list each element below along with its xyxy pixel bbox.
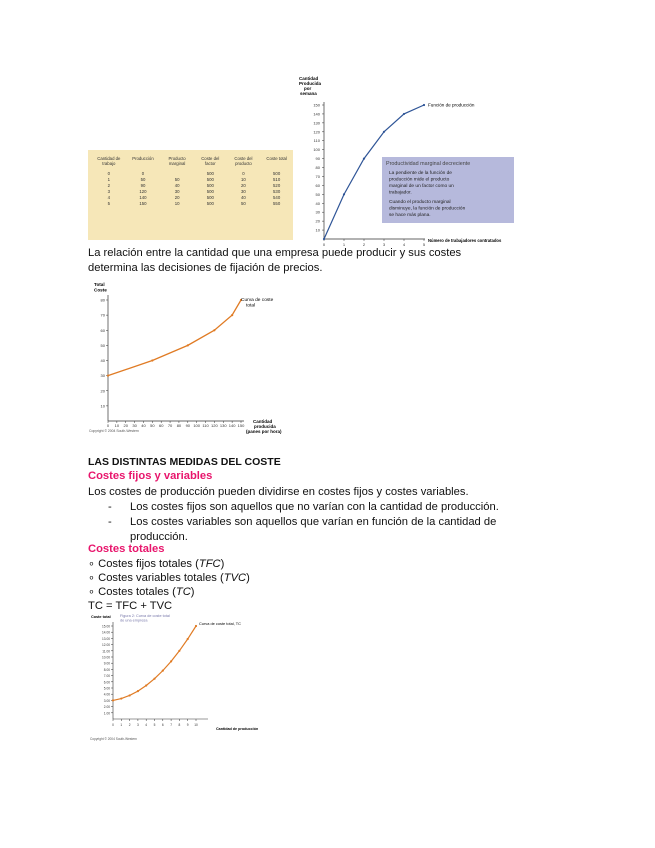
prod-data-point (383, 131, 385, 133)
tc-data-point (112, 699, 114, 701)
table-cell: 510 (273, 176, 281, 182)
tc-xtick-label: 1 (120, 723, 123, 727)
production-xlabel: Número de trabajadores contratados (428, 238, 502, 243)
prod-data-point (403, 113, 405, 115)
cost-xtick-label: 40 (141, 423, 146, 428)
table-header: Cantidad de trabajo (97, 156, 121, 166)
prod-ytick-label: 50 (315, 191, 320, 197)
tc-data-point (178, 650, 180, 652)
cost-xtick-label: 60 (158, 423, 164, 428)
table-header: Producto marginal (168, 156, 186, 166)
tc-ytick-label: 14.00 (102, 630, 110, 635)
prod-data-point (343, 193, 345, 195)
prod-data-point (363, 158, 365, 160)
table-cell: 10 (174, 200, 180, 206)
table-cell: 0 (141, 170, 145, 176)
paragraph-pricing: La relación entre la cantidad que una empresa puede producir y sus costes determina las decisiones de fijación de precios. (88, 247, 462, 274)
table-cell: 0 (107, 170, 111, 176)
circle-bullet-icon: ∘ (88, 586, 99, 598)
table-header: Coste del factor (201, 156, 220, 166)
prod-ytick-label: 130 (313, 120, 320, 126)
prod-xtick-label: 0 (322, 242, 326, 247)
tc-ytick-label: 9.00 (103, 661, 110, 666)
tc-xtick-label: 8 (178, 723, 181, 727)
paragraph-costs: Los costes de producción pueden dividirse en costes fijos y costes variables. (88, 486, 469, 498)
table-cell: 50 (174, 176, 180, 182)
tc-xtick-label: 7 (170, 723, 172, 727)
tc-xlabel: Cantidad de producción (216, 727, 258, 731)
bullet-tvc: ∘ Costes variables totales (TVC) (88, 572, 250, 584)
cost-xtick-label: 130 (219, 423, 227, 428)
cost-xtick-label: 150 (237, 423, 245, 428)
tc-data-point (187, 638, 189, 640)
tc-xtick-label: 5 (153, 723, 156, 727)
tc-xtick-label: 6 (161, 723, 164, 727)
total-cost-curve (108, 300, 241, 376)
prod-ytick-label: 110 (313, 138, 320, 144)
table-cell: 120 (139, 188, 147, 194)
cost-source: Copyright © 2004 South-Western (89, 429, 139, 433)
cost-ylabel: Total Coste (94, 282, 107, 293)
production-table-panel (88, 150, 293, 240)
total-cost-chart (88, 280, 288, 440)
prod-data-point (423, 104, 425, 106)
tc-curve (113, 626, 196, 700)
prod-ytick-label: 80 (315, 165, 320, 171)
table-cell: 140 (139, 194, 147, 200)
prod-ytick-label: 90 (315, 156, 320, 162)
tc-xtick-label: 3 (137, 723, 139, 727)
cost-data-point (151, 359, 153, 361)
section-title: LAS DISTINTAS MEDIDAS DEL COSTE (88, 456, 281, 468)
table-row (92, 200, 293, 206)
tc-data-point (162, 670, 164, 672)
table-cell: 40 (241, 194, 246, 200)
table-cell: 30 (174, 188, 180, 194)
tc-ytick-label: 10.00 (102, 655, 110, 660)
cost-ytick-label: 10 (100, 403, 105, 409)
table-cell: 0 (242, 170, 245, 176)
table-cell: 150 (139, 200, 147, 206)
prod-data-point (323, 238, 325, 240)
diminishing-returns-title: Productividad marginal decreciente (386, 161, 471, 167)
tc-data-point (137, 690, 139, 692)
tc-xtick-label: 0 (112, 723, 114, 727)
table-cell: 50 (140, 176, 146, 182)
cost-xlabel: Cantidad producida (panes por hora) (246, 419, 282, 434)
tc-ytick-label: 8.00 (103, 667, 110, 672)
tc-ytick-label: 7.00 (103, 674, 110, 679)
tc-ylabel: Coste total (91, 615, 111, 619)
tc-ytick-label: 6.00 (103, 680, 110, 685)
formula: TC = TFC + TVC (88, 600, 173, 612)
tc-data-point (145, 684, 147, 686)
prod-ytick-label: 20 (315, 218, 320, 224)
circle-bullet-icon: ∘ (88, 572, 99, 584)
cost-data-point (187, 344, 189, 346)
prod-ytick-label: 10 (315, 227, 320, 233)
table-cell: 3 (107, 188, 111, 194)
tc-xtick-label: 4 (145, 723, 148, 727)
box-bullet-2: Cuando el producto marginal disminuye, la función de producción se hace más plana. (389, 200, 466, 218)
table-cell: 90 (140, 182, 146, 188)
table-cell: 530 (273, 188, 281, 194)
cost-data-point (213, 329, 215, 331)
production-ylabel-line: por (304, 86, 312, 91)
cost-xtick-label: 90 (185, 423, 191, 428)
table-cell: 500 (206, 182, 214, 188)
table-cell: 40 (174, 182, 180, 188)
tc-curve-label: Curva de coste total, TC (199, 621, 241, 626)
prod-xtick-label: 2 (362, 242, 366, 247)
subtitle-fixed-variable: Costes fijos y variables (88, 470, 213, 482)
table-cell: 500 (273, 170, 281, 176)
bullet-tfc: ∘ Costes fijos totales (TFC) (88, 558, 225, 570)
cost-xtick-label: 120 (211, 423, 218, 428)
production-ylabel-line: Cantidad (299, 76, 319, 81)
tc-data-point (153, 678, 155, 680)
table-cell: 500 (206, 194, 214, 200)
cost-xtick-label: 0 (106, 423, 110, 428)
bullet-tc: ∘ Costes totales (TC) (88, 586, 195, 598)
table-cell: 10 (241, 176, 246, 182)
production-curve-label: Función de producción (428, 102, 475, 108)
table-cell: 20 (241, 182, 246, 188)
tc-data-point (195, 625, 197, 627)
bullet-variable-costs: Los costes variables son aquellos que varían en función de la cantidad de producción. (130, 516, 497, 543)
production-chart (290, 72, 520, 250)
cost-xtick-label: 80 (176, 423, 182, 428)
cost-ytick-label: 30 (100, 373, 105, 379)
table-header-row (92, 156, 293, 170)
production-ylabel-line: Producida (299, 81, 322, 86)
table-header: Coste total (266, 156, 287, 161)
table-cell: 500 (206, 188, 214, 194)
production-table (92, 156, 293, 206)
table-cell: 500 (206, 200, 214, 206)
prod-ytick-label: 150 (313, 102, 320, 108)
prod-ytick-label: 30 (315, 209, 320, 215)
bullet-fixed-costs: Los costes fijos son aquellos que no varían con la cantidad de producción. (130, 501, 499, 513)
tc-ytick-label: 13.00 (102, 636, 110, 641)
prod-ytick-label: 40 (315, 200, 320, 206)
cost-xtick-label: 10 (114, 423, 120, 428)
tc-ytick-label: 5.00 (103, 686, 110, 691)
prod-ytick-label: 100 (313, 147, 320, 153)
cost-ytick-label: 50 (100, 342, 105, 348)
prod-ytick-label: 60 (315, 182, 320, 188)
tc-ytick-label: 4.00 (103, 692, 110, 697)
tc-figure-title: Figura 2: Curva de coste total de una empresa (120, 614, 170, 623)
box-bullet-1: La pendiente de la función de producción mide el producto marginal de un factor como un trabajador. (389, 171, 454, 196)
table-cell: 540 (273, 194, 281, 200)
tc-source: Copyright © 2004 South-Western (90, 737, 137, 741)
cost-ytick-label: 40 (100, 358, 105, 363)
circle-bullet-icon: ∘ (88, 558, 99, 570)
tc-data-point (170, 660, 172, 662)
table-cell: 4 (107, 194, 111, 200)
cost-xtick-label: 50 (150, 423, 155, 428)
table-cell: 500 (206, 170, 214, 176)
subtitle-total-costs: Costes totales (88, 543, 165, 555)
cost-ytick-label: 60 (100, 327, 105, 333)
table-cell: 1 (107, 176, 111, 182)
tc-xtick-label: 2 (128, 723, 131, 727)
tc-ytick-label: 2.00 (103, 705, 110, 710)
table-cell: 520 (273, 182, 281, 188)
prod-xtick-label: 4 (402, 242, 406, 247)
dash-bullet: - (108, 501, 112, 513)
tc-ytick-label: 15.00 (102, 624, 110, 629)
prod-ytick-label: 140 (313, 111, 320, 117)
cost-xtick-label: 30 (132, 423, 137, 428)
tc-ytick-label: 3.00 (103, 698, 110, 703)
table-cell: 50 (241, 200, 246, 206)
tc-xtick-label: 10 (194, 723, 198, 727)
prod-xtick-label: 3 (382, 242, 386, 247)
production-ylabel-line: semana (300, 91, 317, 96)
table-cell: 30 (241, 188, 246, 194)
cost-xtick-label: 140 (228, 423, 236, 428)
table-cell: 20 (174, 194, 180, 200)
table-header: Producción (132, 156, 154, 161)
table-cell: 550 (273, 200, 281, 206)
cost-xtick-label: 100 (193, 423, 201, 428)
cost-data-point (231, 314, 233, 316)
production-ylabel (299, 76, 322, 96)
table-cell: 5 (107, 200, 111, 206)
table-cell: 500 (206, 176, 214, 182)
table-cell: 2 (107, 182, 111, 188)
prod-ytick-label: 120 (313, 129, 320, 135)
cost-curve-label: Curva de coste total (241, 298, 274, 309)
table-header: Coste del producto (234, 156, 253, 166)
tc-ytick-label: 1.00 (103, 711, 110, 716)
prod-ytick-label: 70 (315, 173, 320, 179)
cost-xtick-label: 20 (123, 423, 128, 428)
dash-bullet: - (108, 516, 112, 528)
cost-ytick-label: 80 (100, 297, 105, 303)
cost-xtick-label: 110 (202, 423, 209, 428)
tc-ytick-label: 12.00 (102, 643, 110, 648)
cost-ytick-label: 20 (100, 388, 105, 394)
tc-ytick-label: 11.00 (102, 649, 110, 654)
tc-xtick-label: 9 (186, 723, 189, 727)
prod-xtick-label: 1 (342, 242, 346, 247)
cost-data-point (107, 375, 109, 377)
cost-ytick-label: 70 (100, 312, 105, 318)
cost-xtick-label: 70 (167, 423, 173, 428)
tc-data-point (129, 694, 131, 696)
tc-data-point (120, 697, 122, 699)
prod-xtick-label: 5 (422, 242, 426, 247)
tc-chart (88, 612, 258, 747)
